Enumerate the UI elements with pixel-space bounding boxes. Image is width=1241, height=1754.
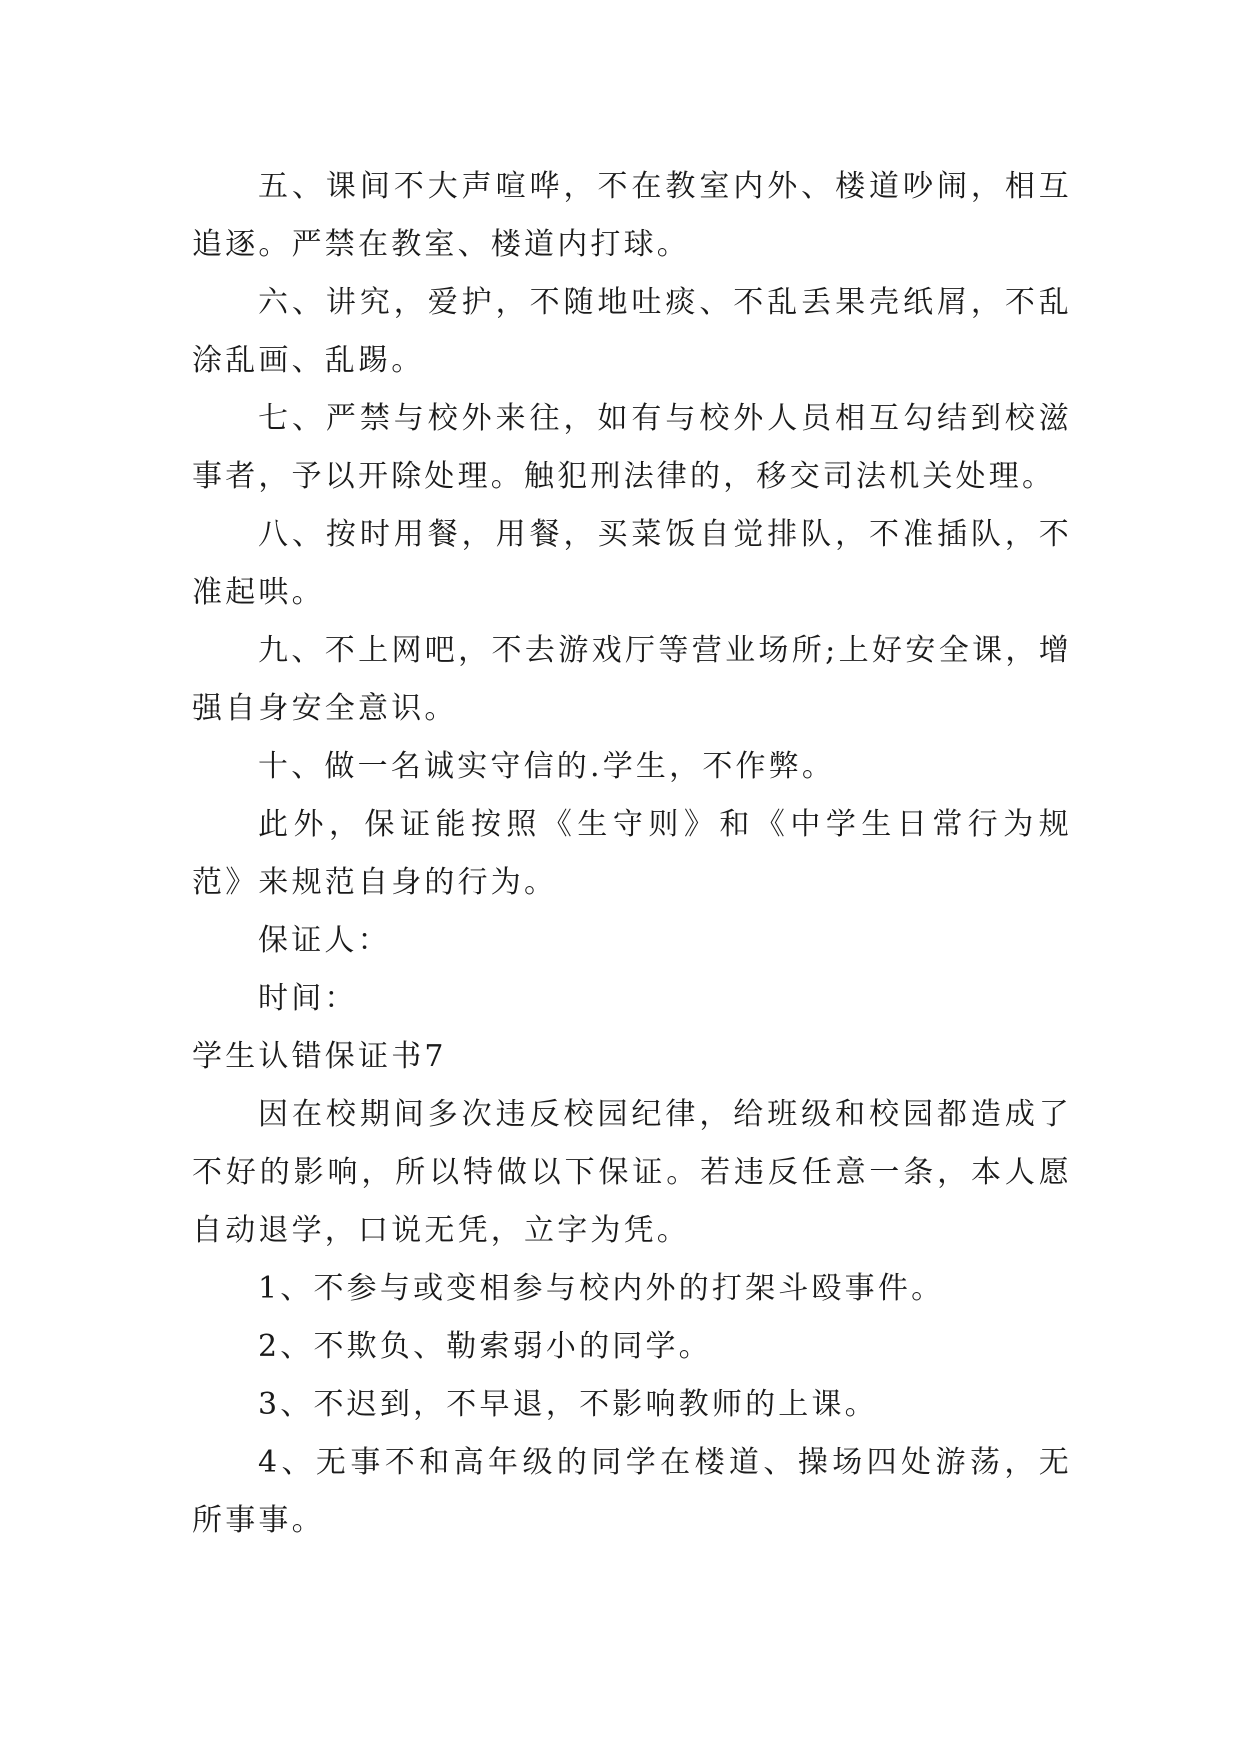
- rule-paragraph-9: 九、不上网吧，不去游戏厅等营业场所;上好安全课，增强自身安全意识。: [192, 633, 1072, 726]
- pledge-item-3: 3、不迟到，不早退，不影响教师的上课。: [258, 1387, 878, 1422]
- rule-paragraph-5: 五、课间不大声喧哗，不在教室内外、楼道吵闹，相互追逐。严禁在教室、楼道内打球。: [192, 169, 1072, 262]
- closing-paragraph: 此外，保证能按照《生守则》和《中学生日常行为规范》来规范自身的行为。: [192, 807, 1072, 900]
- intro-paragraph: 因在校期间多次违反校园纪律，给班级和校园都造成了不好的影响，所以特做以下保证。若违反任意一条，本人愿自动退学，口说无凭，立字为凭。: [192, 1097, 1072, 1248]
- document-body: [192, 158, 1072, 1550]
- pledge-item-2: 2、不欺负、勒索弱小的同学。: [258, 1329, 712, 1364]
- pledge-item-1: 1、不参与或变相参与校内外的打架斗殴事件。: [258, 1271, 945, 1306]
- guarantor-label: 保证人：: [258, 923, 391, 958]
- section-title: 学生认错保证书7: [192, 1039, 447, 1074]
- rule-paragraph-6: 六、讲究，爱护，不随地吐痰、不乱丢果壳纸屑，不乱涂乱画、乱踢。: [192, 285, 1072, 378]
- rule-paragraph-10: 十、做一名诚实守信的.学生，不作弊。: [258, 749, 836, 784]
- date-label: 时间：: [258, 981, 358, 1016]
- rule-paragraph-7: 七、严禁与校外来往，如有与校外人员相互勾结到校滋事者，予以开除处理。触犯刑法律的，移交司法机关处理。: [192, 401, 1072, 494]
- rule-paragraph-8: 八、按时用餐，用餐，买菜饭自觉排队，不准插队，不准起哄。: [192, 517, 1072, 610]
- pledge-item-4: 4、无事不和高年级的同学在楼道、操场四处游荡，无所事事。: [192, 1445, 1072, 1538]
